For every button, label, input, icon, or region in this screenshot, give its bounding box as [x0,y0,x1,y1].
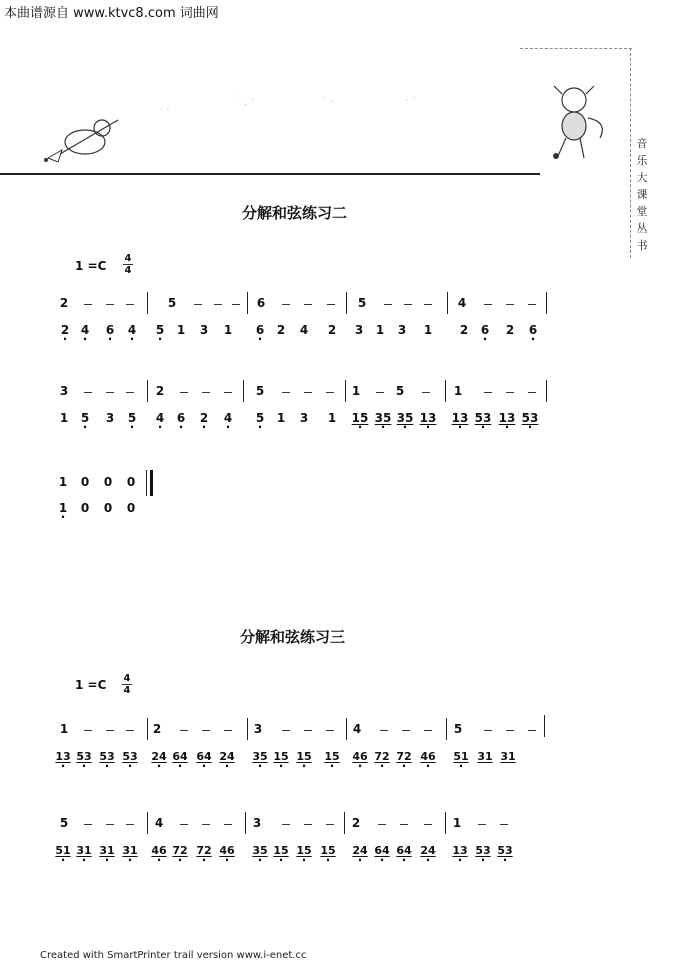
melody-note: 0 [103,475,113,489]
cartoon-violinist-illustration [40,110,130,165]
accomp-note: 2 · [193,411,215,425]
accomp-note: 64 · [371,844,393,857]
bar-line [546,380,547,402]
accomp-note: 24 · [349,844,371,857]
accomp-note: 3 [397,323,407,337]
accomp-note: 0 [80,501,90,515]
accomp-note: 1 [223,323,233,337]
bar-line [243,380,244,402]
accomp-note: 5 · [121,411,143,425]
accomp-note: 15 · [270,750,292,763]
bar-line [344,812,345,834]
bar-line [247,718,248,740]
accomp-note: 64 · [169,750,191,763]
accomp-note: 2 [505,323,515,337]
melody-note: 0 [126,475,136,489]
melody-note: 3 [59,384,69,398]
accomp-note: 53 · [472,844,494,857]
series-char: 音 [636,137,648,150]
accomp-note: 13 · [449,844,471,857]
melody-note: 3 [252,816,262,830]
accomp-note: 1 [59,411,69,425]
accomp-note: 72 · [371,750,393,763]
dashed-frame-right [630,48,631,258]
accomp-note: 6 · [170,411,192,425]
accomp-note: 13 · [52,750,74,763]
melody-note: 5 [453,722,463,736]
accomp-note: 24 · [417,844,439,857]
melody-note: 1 [351,384,361,398]
melody-note: 4 [154,816,164,830]
series-char: 书 [636,239,648,252]
exercise2-title: 分解和弦练习二 [242,204,348,222]
exercise3-row2-melody [0,816,690,836]
accomp-note: 64 · [393,844,415,857]
time-top: 4 [123,673,131,684]
melody-note: 3 [253,722,263,736]
accomp-note: 35 · [394,411,416,425]
melody-note: 1 [58,475,68,489]
accomp-note: 72 · [193,844,215,857]
bar-line [147,812,148,834]
decorative-dots: ˙ ˛ · [235,95,255,106]
accomp-note: 31 · [96,844,118,857]
bar-line [544,715,545,737]
accomp-note: 3 [299,411,309,425]
bar-line [446,718,447,740]
accomp-note: 4 · [121,323,143,337]
exercise2-row1-accompaniment [0,323,690,347]
bar-line [346,292,347,314]
bar-line [245,812,246,834]
accomp-note: 4 · [217,411,239,425]
accomp-note: 53 · [472,411,494,425]
series-char: 堂 [636,205,648,218]
time-top: 4 [124,253,132,264]
accomp-note: 5 · [249,411,271,425]
accomp-note: 46 · [417,750,439,763]
accomp-note: 4 · [149,411,171,425]
dashed-frame-top [520,48,632,49]
accomp-note: 64 · [193,750,215,763]
exercise2-row2-accompaniment [0,411,690,435]
accomp-note: 31 · [119,844,141,857]
exercise2-row3-melody [0,475,690,495]
accomp-note: 0 [103,501,113,515]
exercise3-time-signature [122,673,132,696]
accomp-note: 24 · [216,750,238,763]
melody-note: 2 [152,722,162,736]
decorative-dots: · · [160,105,170,116]
melody-note: 0 [80,475,90,489]
melody-note: 2 [351,816,361,830]
source-header: 本曲谱源自 www.ktvc8.com 词曲网 [4,6,219,21]
accomp-note: 6 · [474,323,496,337]
accomp-note: 13 · [449,411,471,425]
melody-note: 5 [167,296,177,310]
exercise3-row1-melody [0,722,690,742]
series-char: 乐 [636,154,648,167]
exercise3-row2-accompaniment [0,844,690,868]
accomp-note: 3 [199,323,209,337]
melody-note: 5 [59,816,69,830]
bar-line [147,292,148,314]
accomp-note: 5 · [74,411,96,425]
melody-note: 6 [256,296,266,310]
accomp-note: 51 · [52,844,74,857]
bar-line [445,812,446,834]
footer-watermark: Created with SmartPrinter trail version www.i-enet.cc [40,950,307,961]
accomp-note: 72 · [169,844,191,857]
accomp-note: 2 [459,323,469,337]
final-bar-thin [146,470,147,496]
accomp-note: 1 · [52,501,74,515]
accomp-note: 53 · [119,750,141,763]
accomp-note: 2 [276,323,286,337]
accomp-note: 4 · [74,323,96,337]
accomp-note: 46 · [216,844,238,857]
header-rule [0,173,540,175]
accomp-note: 31 · [73,844,95,857]
accomp-note: 2 · [54,323,76,337]
series-char: 大 [636,171,648,184]
accomp-note: 1 [327,411,337,425]
accomp-note: 6 · [99,323,121,337]
bar-line [447,292,448,314]
accomp-note: 15 · [293,750,315,763]
melody-note: 2 [59,296,69,310]
time-bottom: 4 [124,265,132,276]
book-series-label [633,135,651,254]
accomp-note: 35 · [249,750,271,763]
melody-note: 4 [457,296,467,310]
series-char: 丛 [636,222,648,235]
exercise3-row1-accompaniment [0,750,690,774]
bar-line [147,380,148,402]
accomp-note: 6 · [522,323,544,337]
accomp-note: 15 · [317,844,339,857]
time-bottom: 4 [123,685,131,696]
exercise2-row3-accompaniment [0,501,690,525]
melody-note: 5 [395,384,405,398]
melody-note: 4 [352,722,362,736]
melody-note: 1 [452,816,462,830]
accomp-note: 1 [375,323,385,337]
accomp-note: 53 · [96,750,118,763]
accomp-note: 31 [477,750,493,763]
exercise2-row1-melody [0,296,690,316]
accomp-note: 15 · [293,844,315,857]
melody-note: 5 [357,296,367,310]
accomp-note: 51 · [450,750,472,763]
exercise2-key-signature: 1 =C [75,259,107,273]
accomp-note: 15 · [321,750,343,763]
melody-note: 1 [59,722,69,736]
decorative-dots: ˙ · [322,97,334,108]
bar-line [247,292,248,314]
accomp-note: 15 · [270,844,292,857]
accomp-note: 4 [299,323,309,337]
cartoon-character-illustration [540,80,612,162]
accomp-note: 2 [327,323,337,337]
accomp-note: 53 · [494,844,516,857]
accomp-note: 24 · [148,750,170,763]
melody-note: 2 [155,384,165,398]
accomp-note: 1 [423,323,433,337]
melody-note: 1 [453,384,463,398]
accomp-note: 1 [276,411,286,425]
melody-note: 5 [255,384,265,398]
accomp-note: 3 [354,323,364,337]
accomp-note: 53 · [519,411,541,425]
accomp-note: 35 · [249,844,271,857]
exercise3-title: 分解和弦练习三 [240,628,346,646]
accomp-note: 3 [105,411,115,425]
accomp-note: 15 · [349,411,371,425]
series-char: 课 [636,188,648,201]
accomp-note: 35 · [372,411,394,425]
final-bar-thick [150,470,153,496]
accomp-note: 0 [126,501,136,515]
bar-line [147,718,148,740]
accomp-note: 6 · [249,323,271,337]
accomp-note: 5 · [149,323,171,337]
decorative-dots: · ˙ [405,96,417,107]
accomp-note: 46 · [148,844,170,857]
accomp-note: 72 · [393,750,415,763]
accomp-note: 13 · [496,411,518,425]
accomp-note: 31 [500,750,516,763]
accomp-note: 1 [176,323,186,337]
accomp-note: 13 · [417,411,439,425]
exercise3-key-signature: 1 =C [75,678,107,692]
accomp-note: 53 · [73,750,95,763]
bar-line [346,718,347,740]
exercise2-time-signature [123,253,133,276]
bar-line [345,380,346,402]
accomp-note: 46 · [349,750,371,763]
bar-line [445,380,446,402]
bar-line [546,292,547,314]
